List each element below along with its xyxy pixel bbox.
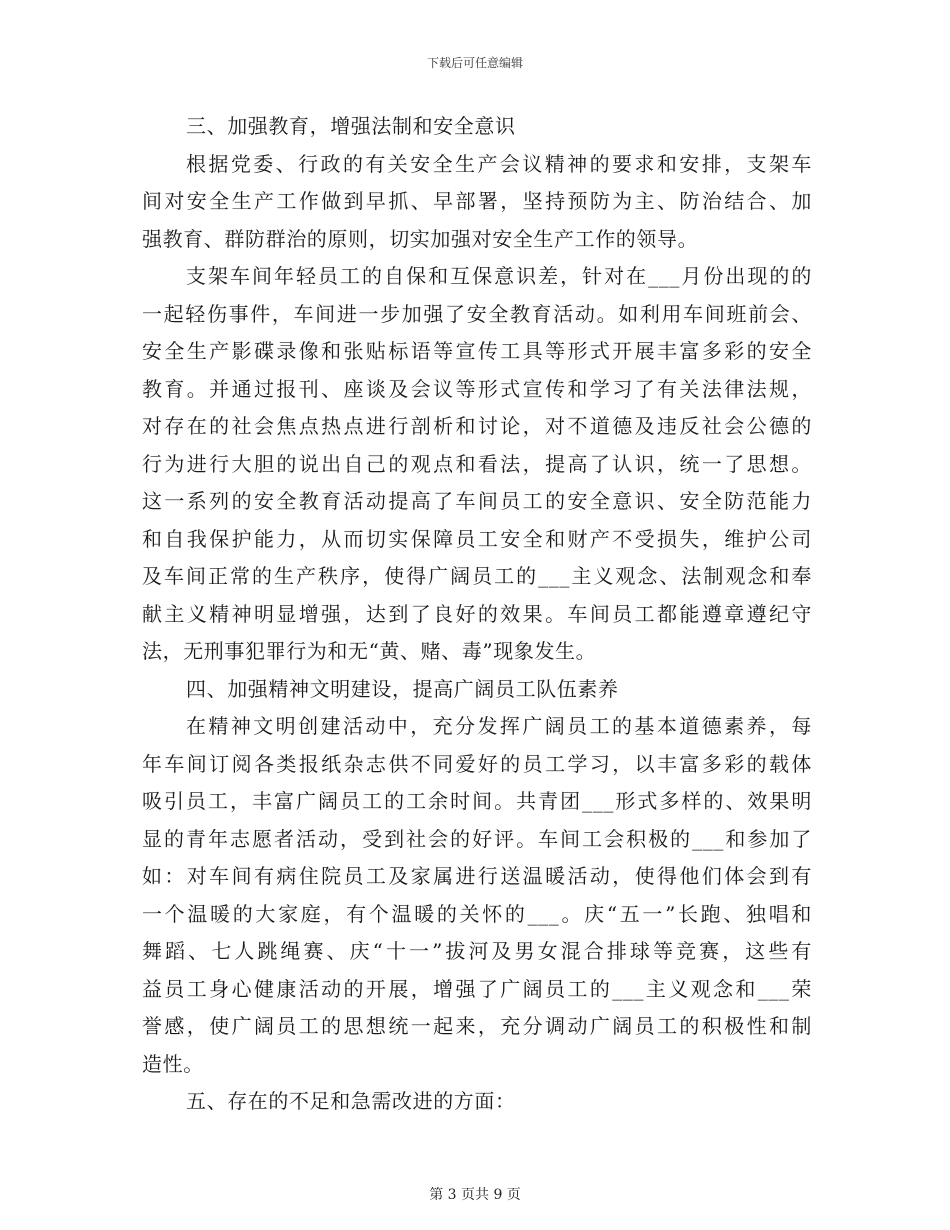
paragraph-line: 及车间正常的生产秩序，使得广阔员工的___主义观念、法制观念和奉 <box>142 564 812 588</box>
paragraph-line: 法，无刑事犯罪行为和无“黄、赌、毒”现象发生。 <box>142 639 597 663</box>
paragraph-line: 安全生产影碟录像和张贴标语等宣传工具等形式开展丰富多彩的安全 <box>142 339 812 363</box>
document-body <box>142 108 812 1121</box>
paragraph-line: 强教育、群防群治的原则，切实加强对安全生产工作的领导。 <box>142 226 699 251</box>
paragraph-line: 益员工身心健康活动的开展，增强了广阔员工的___主义观念和___荣 <box>142 976 812 1001</box>
section-heading-5: 五、存在的不足和急需改进的方面： <box>186 1089 516 1113</box>
paragraph-line: 根据党委、行政的有关安全生产会议精神的要求和安排，支架车 <box>186 151 812 176</box>
paragraph-line: 舞蹈、七人跳绳赛、庆“十一”拔河及男女混合排球等竞赛，这些有 <box>142 939 812 963</box>
paragraph-line: 和自我保护能力，从而切实保障员工安全和财产不受损失，维护公司 <box>142 526 812 551</box>
paragraph-line: 如：对车间有病住院员工及家属进行送温暖活动，使得他们体会到有 <box>142 864 812 888</box>
paragraph-line: 教育。并通过报刊、座谈及会议等形式宣传和学习了有关法律法规， <box>142 376 812 401</box>
page-number: 第 3 页共 9 页 <box>429 1187 521 1203</box>
paragraph-line: 誉感，使广阔员工的思想统一起来，充分调动广阔员工的积极性和制 <box>142 1014 812 1038</box>
page-header-note: 下载后可任意编辑 <box>426 56 523 70</box>
paragraph-line: 造性。 <box>142 1051 204 1076</box>
paragraph-line: 献主义精神明显增强，达到了良好的效果。车间员工都能遵章遵纪守 <box>142 601 812 626</box>
section-heading-3: 三、加强教育，增强法制和安全意识 <box>186 114 516 138</box>
paragraph-line: 对存在的社会焦点热点进行剖析和讨论，对不道德及违反社会公德的 <box>142 414 812 438</box>
paragraph-line: 显的青年志愿者活动，受到社会的好评。车间工会积极的___和参加了 <box>142 826 812 851</box>
paragraph-line: 支架车间年轻员工的自保和互保意识差，针对在___月份出现的的 <box>186 264 812 288</box>
section-heading-4: 四、加强精神文明建设，提高广阔员工队伍素养 <box>186 676 619 701</box>
paragraph-line: 在精神文明创建活动中，充分发挥广阔员工的基本道德素养，每 <box>186 714 812 738</box>
paragraph-line: 间对安全生产工作做到早抓、早部署，坚持预防为主、防治结合、加 <box>142 189 812 213</box>
paragraph-line: 行为进行大胆的说出自己的观点和看法，提高了认识，统一了思想。 <box>142 451 812 476</box>
paragraph-line: 一起轻伤事件，车间进一步加强了安全教育活动。如利用车间班前会、 <box>142 301 812 326</box>
paragraph-line: 这一系列的安全教育活动提高了车间员工的安全意识、安全防范能力 <box>142 489 812 513</box>
paragraph-line: 一个温暖的大家庭，有个温暖的关怀的___。庆“五一”长跑、独唱和 <box>142 901 812 926</box>
paragraph-line: 吸引员工，丰富广阔员工的工余时间。共青团___形式多样的、效果明 <box>142 789 812 813</box>
paragraph-line: 年车间订阅各类报纸杂志供不同爱好的员工学习，以丰富多彩的载体 <box>142 751 812 776</box>
